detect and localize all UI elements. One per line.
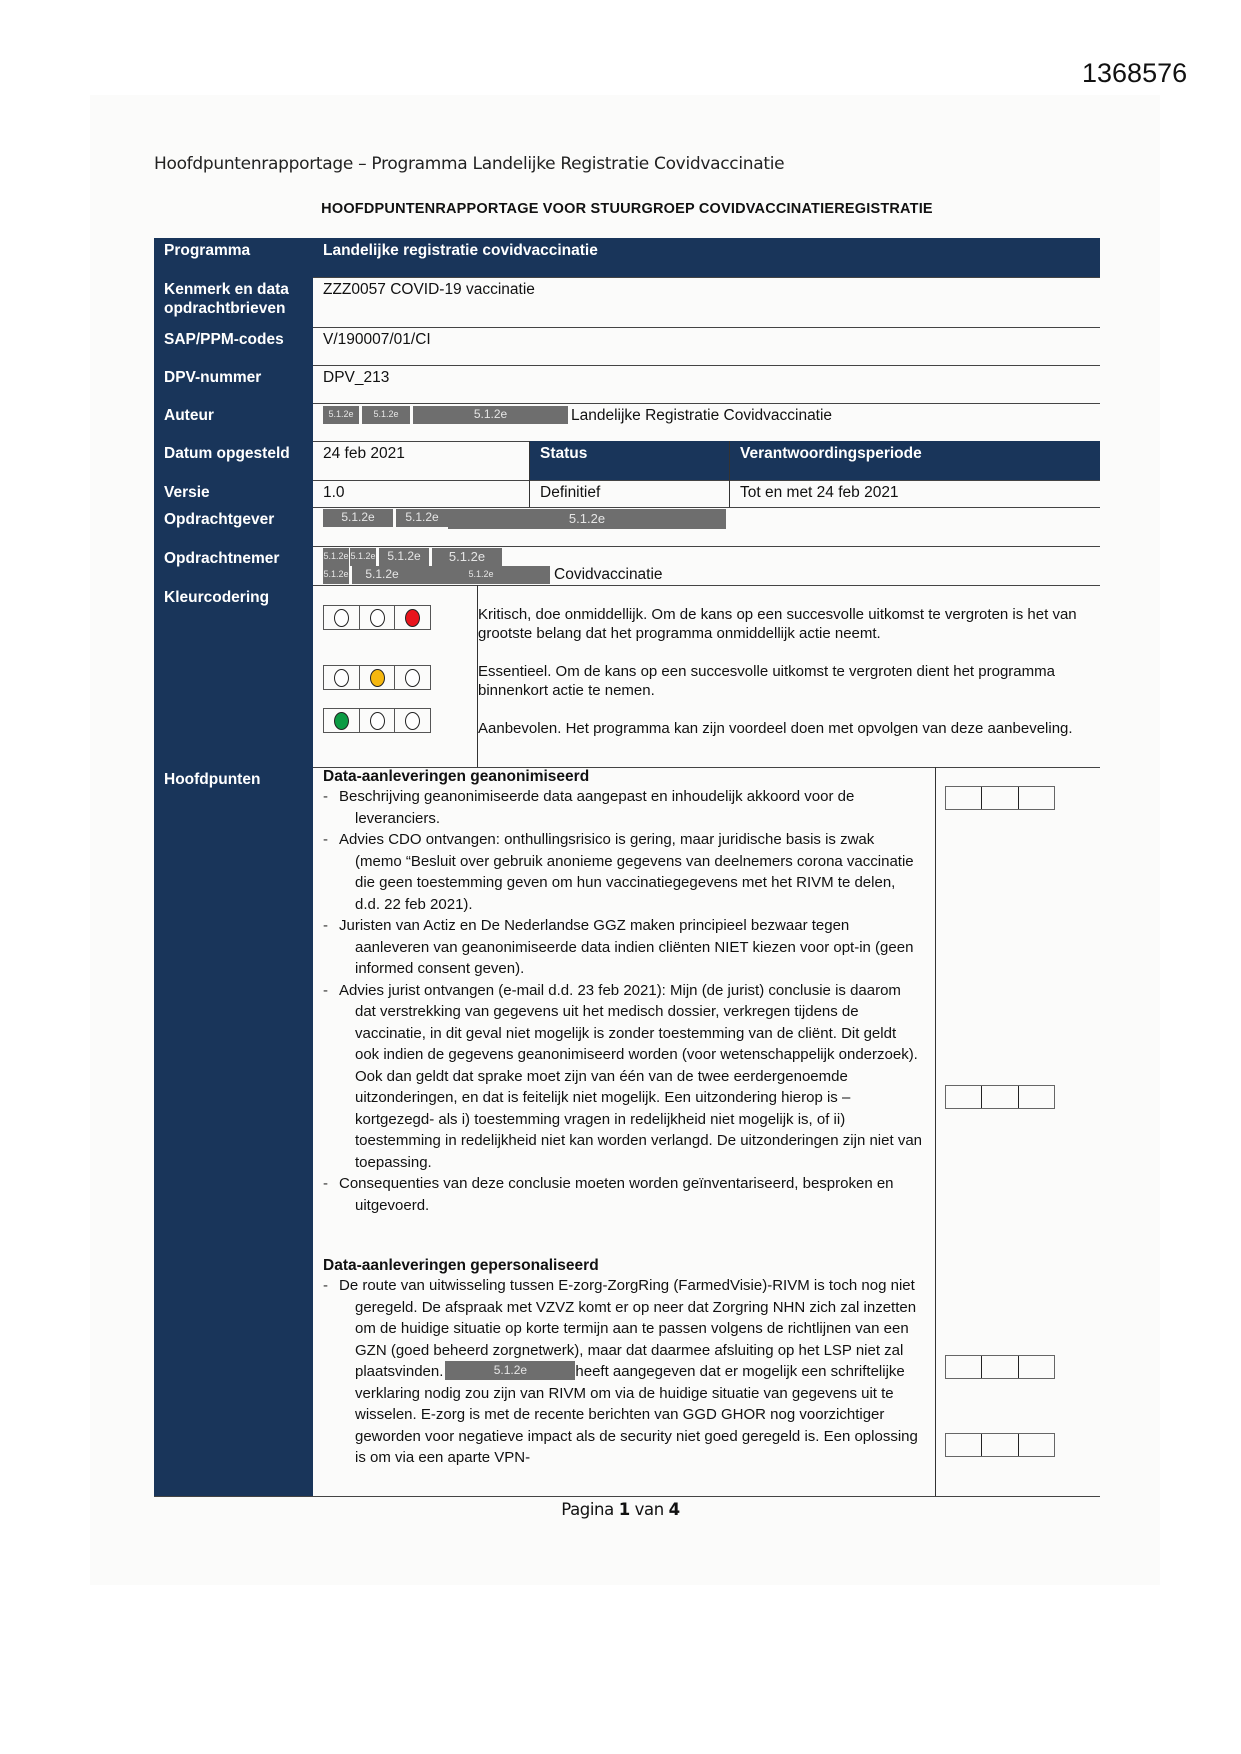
label-programma: Programma xyxy=(154,238,313,277)
list-item-text: De route van uitwisseling tussen E-zorg-ZorgRing (FarmedVisie)-RIVM is toch nog niet geregeld. De afspraak met VZVZ komt er op neer dat Zorgring NHN zich zal inzetten om de huidige situatie op korte termijn aan te passen volgens de richtlijnen van een GZN (goed beheerd zorgnetwerk), maar dat daarmee afsluiting op het LSP niet zal plaatsvinden. xyxy=(339,1277,917,1380)
label-auteur: Auteur xyxy=(154,403,313,441)
status-column-divider xyxy=(935,767,936,1496)
header-status: Status xyxy=(529,441,729,480)
redaction-block: 5.1.2e xyxy=(396,509,448,527)
label-hoofdpunten: Hoofdpunten xyxy=(154,767,313,1496)
light-off-icon xyxy=(370,712,385,730)
page-footer xyxy=(0,1500,1241,1519)
footer-page-number: 1 xyxy=(618,1500,630,1519)
label-opdrachtgever: Opdrachtgever xyxy=(154,507,313,546)
hoofdpunten-content xyxy=(313,767,1100,1496)
redaction-block: 5.1.2e xyxy=(323,548,349,566)
status-indicator-2 xyxy=(945,1085,1055,1109)
light-orange-icon xyxy=(370,669,385,687)
opdrachtnemer-suffix: Covidvaccinatie xyxy=(554,566,663,583)
list-item: - Consequenties van deze conclusie moeten worden geïnventariseerd, besproken en uitgevoerd. xyxy=(323,1173,923,1216)
value-kenmerk: ZZZ0057 COVID-19 vaccinatie xyxy=(323,281,535,298)
light-off-icon xyxy=(334,609,349,627)
row-auteur xyxy=(154,403,1100,442)
redaction-block: 5.1.2e xyxy=(362,406,410,424)
value-opdrachtnemer xyxy=(313,546,1100,585)
report-table xyxy=(154,238,1100,1496)
row-datum xyxy=(154,441,1100,481)
footer-total-pages: 4 xyxy=(668,1500,680,1519)
section-heading-gepersonaliseerd: Data-aanleveringen gepersonaliseerd xyxy=(323,1257,599,1274)
label-versie: Versie xyxy=(154,480,313,507)
kleurcodering-essentieel: Essentieel. Om de kans op een succesvolle uitkomst te vergroten dient het programma binnenkort actie te nemen. xyxy=(478,663,1055,699)
traffic-light-column xyxy=(313,585,478,767)
list-geanonimiseerd xyxy=(323,786,923,1216)
redaction-block: 5.1.2e xyxy=(379,548,429,566)
redaction-block: 5.1.2e xyxy=(323,509,393,527)
header-verantwoordingsperiode: Verantwoordingsperiode xyxy=(729,441,1100,480)
running-header: Hoofdpuntenrapportage – Programma Landelijke Registratie Covidvaccinatie xyxy=(154,154,785,174)
kleurcodering-kritisch: Kritisch, doe onmiddellijk. Om de kans op een succesvolle uitkomst te vergroten is het van grootste belang dat het programma onmiddellijk actie neemt. xyxy=(478,606,1077,642)
list-item: - Advies CDO ontvangen: onthullingsrisico is gering, maar juridische basis is zwak (memo “Besluit over gebruik anonieme gegevens van deelnemers corona vaccinatie die geen toestemming geven om hun vaccinatiegegevens met het RIVM te delen, d.d. 22 feb 2021). xyxy=(323,829,923,915)
label-kleurcodering: Kleurcodering xyxy=(154,585,313,767)
footer-prefix: Pagina xyxy=(561,1500,619,1519)
row-kleurcodering xyxy=(154,585,1100,768)
redaction-block: 5.1.2e xyxy=(448,509,726,529)
value-periode: Tot en met 24 feb 2021 xyxy=(729,480,1100,507)
document-number: 1368576 xyxy=(1082,58,1188,88)
status-indicator-3 xyxy=(945,1355,1055,1379)
label-sap: SAP/PPM-codes xyxy=(154,327,313,365)
auteur-organisation: Landelijke Registratie Covidvaccinatie xyxy=(571,407,833,424)
kleurcodering-aanbevolen: Aanbevolen. Het programma kan zijn voordeel doen met opvolgen van deze aanbeveling. xyxy=(478,720,1073,737)
row-dpv xyxy=(154,365,1100,404)
label-opdrachtnemer: Opdrachtnemer xyxy=(154,546,313,585)
redaction-block: 5.1.2e xyxy=(323,566,349,584)
light-green-icon xyxy=(334,712,349,730)
redaction-block: 5.1.2e xyxy=(413,406,568,424)
redaction-block: 5.1.2e xyxy=(445,1361,575,1380)
value-auteur xyxy=(313,403,1100,441)
value-opdrachtgever xyxy=(313,507,1100,546)
value-versie: 1.0 xyxy=(323,484,345,501)
hoofdpunten-text xyxy=(323,767,923,1469)
list-item: - Beschrijving geanonimiseerde data aangepast en inhoudelijk akkoord voor de leveranciers. xyxy=(323,786,923,829)
list-item: - Juristen van Actiz en De Nederlandse GGZ maken principieel bezwaar tegen aanleveren van geanonimiseerde data indien cliënten NIET kiezen voor opt-in (geen informed consent geven). xyxy=(323,915,923,980)
value-programma: Landelijke registratie covidvaccinatie xyxy=(313,238,1100,277)
row-programma xyxy=(154,238,1100,278)
section-heading-geanonimiseerd: Data-aanleveringen geanonimiseerd xyxy=(323,768,590,785)
row-opdrachtnemer xyxy=(154,546,1100,586)
list-item-text: heeft aangegeven dat er mogelijk een schriftelijke verklaring nodig zou zijn van RIVM om via de huidige situatie van gegevens uit te wisselen. E-zorg is met de recente berichten van GGD GHOR nog voorzichtiger geworden voor negatieve impact als de security niet goed geregeld is. Een oplossing is om via een aparte VPN- xyxy=(355,1363,918,1466)
redaction-block: 5.1.2e xyxy=(412,566,550,584)
label-dpv: DPV-nummer xyxy=(154,365,313,403)
light-off-icon xyxy=(370,609,385,627)
label-datum: Datum opgesteld xyxy=(154,441,313,480)
list-item xyxy=(323,1275,923,1469)
redaction-block: 5.1.2e xyxy=(350,548,376,566)
status-indicator-4 xyxy=(945,1433,1055,1457)
light-red-icon xyxy=(405,609,420,627)
light-off-icon xyxy=(334,669,349,687)
traffic-light-orange xyxy=(323,665,431,690)
value-sap: V/190007/01/CI xyxy=(323,331,431,348)
kleurcodering-content xyxy=(313,585,1100,767)
redaction-block: 5.1.2e xyxy=(323,406,359,424)
label-kenmerk: Kenmerk en data opdrachtbrieven xyxy=(154,277,313,327)
light-off-icon xyxy=(405,669,420,687)
light-off-icon xyxy=(405,712,420,730)
row-versie xyxy=(154,480,1100,508)
report-title: HOOFDPUNTENRAPPORTAGE VOOR STUURGROEP COVIDVACCINATIEREGISTRATIE xyxy=(321,201,933,217)
list-gepersonaliseerd xyxy=(323,1275,923,1469)
footer-middle: van xyxy=(629,1500,669,1519)
row-opdrachtgever xyxy=(154,507,1100,547)
row-hoofdpunten xyxy=(154,767,1100,1497)
row-kenmerk xyxy=(154,277,1100,328)
value-dpv: DPV_213 xyxy=(323,369,390,386)
traffic-light-red xyxy=(323,605,431,630)
traffic-light-green xyxy=(323,708,431,733)
redaction-block: 5.1.2e xyxy=(432,548,502,566)
value-status: Definitief xyxy=(529,480,729,507)
status-indicator-1 xyxy=(945,786,1055,810)
value-datum: 24 feb 2021 xyxy=(323,445,405,462)
redaction-block: 5.1.2e xyxy=(352,566,412,584)
row-sap xyxy=(154,327,1100,366)
list-item: - Advies jurist ontvangen (e-mail d.d. 23 feb 2021): Mijn (de jurist) conclusie is daarom dat verstrekking van gegevens uit het medisch dossier, verkregen tijdens de vaccinatie, in dit geval niet mogelijk is zonder toestemming van de cliënt. Dit geldt ook indien de gegevens geanonimiseerd worden (voor wetenschappelijk onderzoek). Ook dan geldt dat sprake moet zijn van één van de twee eerdergenoemde uitzonderingen, en dat is feitelijk niet mogelijk. Een uitzondering hierop is – kortgezegd- als i) toestemming vragen in redelijkheid niet mogelijk is, of ii) toestemming in redelijkheid niet kan worden verlangd. De uitzonderingen zijn niet van toepassing. xyxy=(323,980,923,1174)
